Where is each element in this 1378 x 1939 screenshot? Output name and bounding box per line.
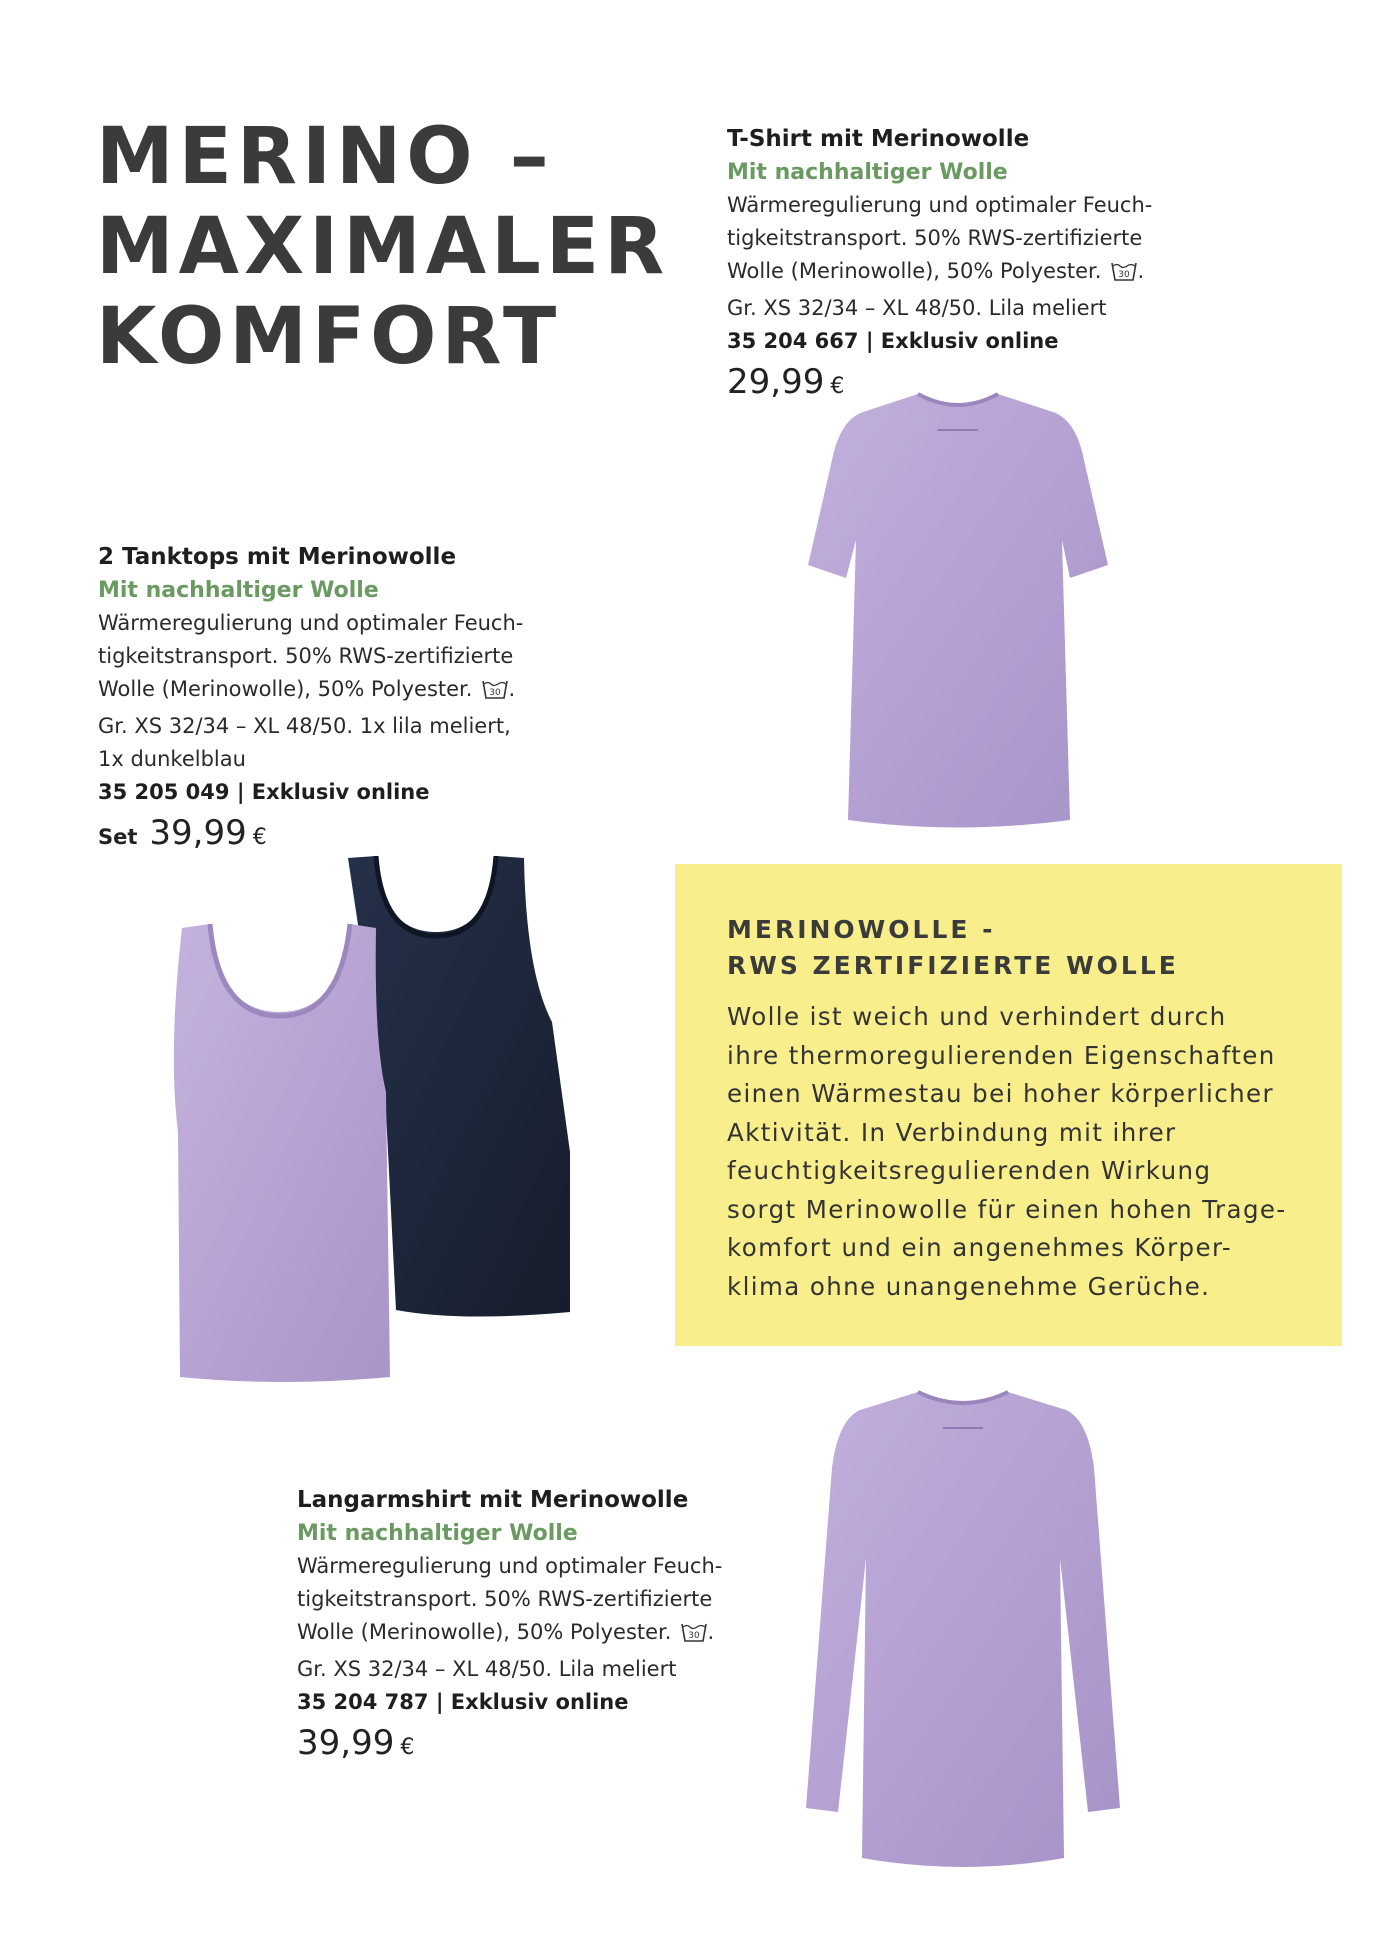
price-currency: € bbox=[830, 374, 845, 399]
price-currency: € bbox=[252, 825, 267, 850]
product-desc-punct: . bbox=[508, 677, 516, 701]
wash-30-icon bbox=[1111, 259, 1137, 292]
product-name: T-Shirt mit Merinowolle bbox=[727, 126, 1030, 152]
product-desc-line: Gr. XS 32/34 – XL 48/50. 1x lila meliert, bbox=[98, 714, 511, 738]
product-desc-line: Wärmeregulierung und optimaler Feuch- bbox=[727, 193, 1153, 217]
price-amount: 39,99 bbox=[149, 813, 247, 853]
product-tagline: Mit nachhaltiger Wolle bbox=[297, 1521, 578, 1546]
product-desc-line: tigkeitstransport. 50% RWS-zertifizierte bbox=[98, 644, 514, 668]
headline-line-1: MERINO – bbox=[96, 112, 554, 202]
product-desc-line bbox=[98, 673, 523, 710]
product-desc-line: 1x dunkelblau bbox=[98, 747, 246, 771]
product-desc-line bbox=[727, 255, 1152, 292]
product-desc-punct: . bbox=[707, 1620, 715, 1644]
product-sku: 35 205 049 | Exklusiv online bbox=[98, 780, 430, 804]
price-currency: € bbox=[400, 1735, 415, 1760]
tshirt-image bbox=[808, 390, 1108, 834]
svg-text:30: 30 bbox=[489, 688, 502, 698]
product-desc-line: tigkeitstransport. 50% RWS-zertifizierte bbox=[297, 1587, 713, 1611]
merino-info-box bbox=[675, 864, 1342, 1346]
product-sku: 35 204 787 | Exklusiv online bbox=[297, 1690, 629, 1714]
product-desc-text: Wolle (Merinowolle), 50% Polyester. bbox=[297, 1620, 672, 1644]
info-box-title-line: MERINOWOLLE - bbox=[727, 915, 996, 944]
headline-line-2: MAXIMALER bbox=[96, 202, 670, 292]
info-box-line: einen Wärmestau bei hoher körperlicher bbox=[727, 1079, 1274, 1108]
price-prefix: Set bbox=[98, 825, 138, 849]
price-amount: 29,99 bbox=[727, 362, 825, 402]
product-name: Langarmshirt mit Merinowolle bbox=[297, 1487, 689, 1513]
product-desc-line: Gr. XS 32/34 – XL 48/50. Lila meliert bbox=[727, 296, 1107, 320]
info-box-line: sorgt Merinowolle für einen hohen Trage- bbox=[727, 1194, 1287, 1224]
page-headline bbox=[96, 112, 716, 382]
product-desc-text: Wolle (Merinowolle), 50% Polyester. bbox=[727, 259, 1102, 283]
product-desc-line: Wärmeregulierung und optimaler Feuch- bbox=[297, 1554, 723, 1578]
product-tagline: Mit nachhaltiger Wolle bbox=[727, 160, 1008, 185]
info-box-title bbox=[727, 912, 1179, 984]
wash-30-icon bbox=[482, 677, 508, 710]
info-box-title-line: RWS ZERTIFIZIERTE WOLLE bbox=[727, 951, 1179, 980]
product-name: 2 Tanktops mit Merinowolle bbox=[98, 544, 457, 570]
info-box-line: ihre thermoregulierenden Eigenschaften bbox=[727, 1040, 1276, 1070]
product-desc-line: tigkeitstransport. 50% RWS-zertifizierte bbox=[727, 226, 1143, 250]
product-desc-text: Wolle (Merinowolle), 50% Polyester. bbox=[98, 677, 473, 701]
product-price bbox=[297, 1723, 722, 1764]
product-price bbox=[98, 813, 523, 854]
info-box-line: Aktivität. In Verbindung mit ihrer bbox=[727, 1117, 1177, 1147]
svg-text:30: 30 bbox=[688, 1631, 701, 1641]
price-amount: 39,99 bbox=[297, 1723, 395, 1763]
info-box-line: feuchtigkeitsregulierenden Wirkung bbox=[727, 1156, 1212, 1185]
info-box-body bbox=[727, 998, 1287, 1306]
headline-line-3: KOMFORT bbox=[96, 292, 562, 382]
tanktops-image bbox=[160, 852, 580, 1391]
info-box-line: komfort und ein angenehmes Körper- bbox=[727, 1233, 1233, 1262]
product-desc-line: Wärmeregulierung und optimaler Feuch- bbox=[98, 611, 524, 635]
product-desc-punct: . bbox=[1137, 259, 1145, 283]
product-tanktops bbox=[98, 541, 523, 854]
product-desc-line: Gr. XS 32/34 – XL 48/50. Lila meliert bbox=[297, 1657, 677, 1681]
wash-30-icon bbox=[681, 1620, 707, 1653]
product-sku: 35 204 667 | Exklusiv online bbox=[727, 329, 1059, 353]
info-box-line: klima ohne unangenehme Gerüche. bbox=[727, 1271, 1211, 1301]
product-desc-line bbox=[297, 1616, 722, 1653]
product-longsleeve bbox=[297, 1484, 722, 1764]
info-box-line: Wolle ist weich und verhindert durch bbox=[727, 1002, 1227, 1031]
product-tshirt bbox=[727, 123, 1152, 403]
svg-text:30: 30 bbox=[1118, 270, 1131, 280]
longsleeve-image bbox=[798, 1388, 1128, 1882]
product-tagline: Mit nachhaltiger Wolle bbox=[98, 578, 379, 603]
